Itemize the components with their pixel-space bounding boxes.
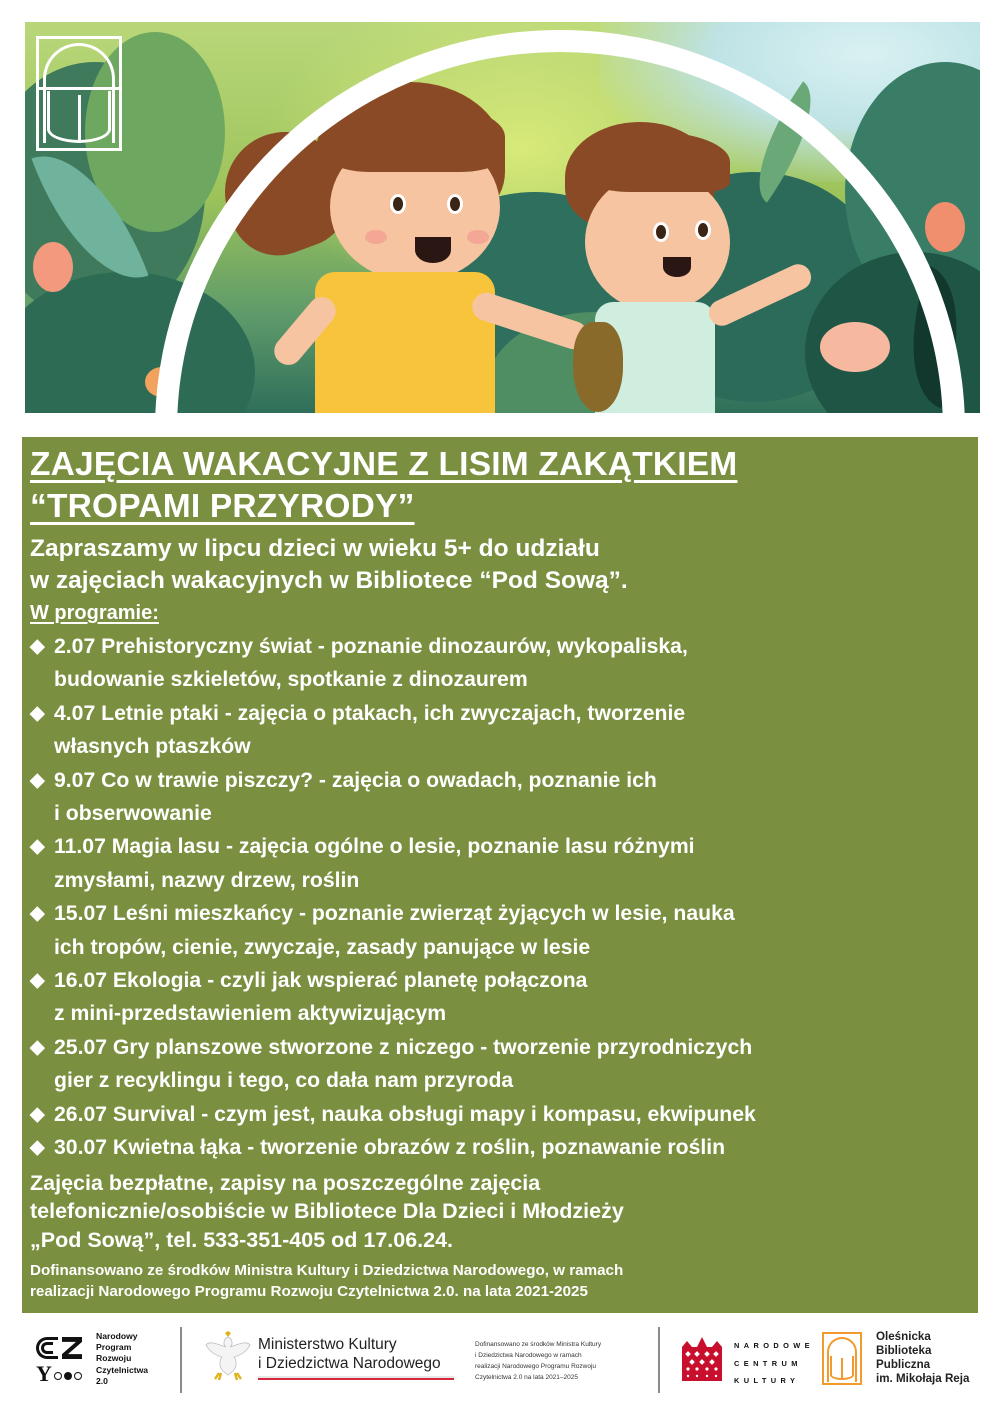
program-item-text: 25.07 Gry planszowe stworzone z niczego - tworzenie przyrodniczych	[54, 1035, 753, 1059]
mkidn-line: i Dziedzictwa Narodowego	[258, 1355, 441, 1372]
program-item-text: 4.07 Letnie ptaki - zajęcia o ptakach, ich zwyczajach, tworzenie	[54, 701, 686, 725]
hero-illustration	[25, 22, 980, 413]
program-item-text: z mini-przedstawieniem aktywizującym	[54, 1002, 447, 1026]
obp-line: im. Mikołaja Reja	[876, 1372, 970, 1385]
program-item-text: 26.07 Survival - czym jest, nauka obsługi mapy i kompasu, ekwipunek	[54, 1102, 756, 1126]
obp-line: Biblioteka	[876, 1344, 932, 1357]
nck-line: CENTRUM	[734, 1358, 802, 1368]
book-spine	[78, 95, 81, 143]
funding-note	[30, 1260, 970, 1302]
registration-line: telefonicznie/osobiście w Bibliotece Dla Dzieci i Młodzieży	[30, 1199, 624, 1223]
mkidn-logo	[205, 1331, 455, 1401]
diamond-bullet-icon: ◆	[30, 903, 45, 925]
program-item	[30, 1131, 970, 1164]
funding-small-line: Dofinansowano ze środków Ministra Kultury	[475, 1341, 602, 1348]
nprcz-line: Rozwoju	[96, 1353, 132, 1364]
program-item-text: 9.07 Co w trawie piszczy? - zajęcia o owadach, poznanie ich	[54, 768, 657, 792]
nck-name	[734, 1337, 814, 1390]
funding-small-line: i Dziedzictwa Narodowego w ramach	[475, 1352, 582, 1359]
program-item-text: gier z recyklingu i tego, co dała nam przyroda	[54, 1069, 514, 1093]
program-item	[30, 964, 970, 1031]
program-item-text: 2.07 Prehistoryczny świat - poznanie dinozaurów, wykopaliska,	[54, 635, 688, 658]
flower	[33, 242, 73, 292]
program-item-text: zmysłami, nazwy drzew, roślin	[54, 868, 360, 892]
intro-line-1: Zapraszamy w lipcu dzieci w wieku 5+ do udziału	[30, 535, 600, 562]
program-item	[30, 1031, 970, 1098]
funding-small-text	[475, 1339, 665, 1409]
program-item	[30, 764, 970, 831]
nprcz-logo	[36, 1333, 166, 1403]
program-list	[30, 630, 970, 1165]
nprcz-line: Narodowy	[96, 1331, 138, 1341]
program-item	[30, 630, 970, 697]
nprcz-line: Program	[96, 1342, 132, 1353]
library-logo	[36, 36, 122, 151]
program-item	[30, 830, 970, 897]
diamond-bullet-icon: ◆	[30, 636, 45, 657]
nck-logo	[682, 1337, 812, 1407]
registration-line: „Pod Sową”, tel. 533-351-405 od 17.06.24.	[30, 1227, 454, 1252]
program-item-text: 16.07 Ekologia - czyli jak wspierać planetę połączona	[54, 969, 588, 993]
funding-line: realizacji Narodowego Programu Rozwoju Czytelnictwa 2.0. na lata 2021-2025	[30, 1283, 588, 1300]
diamond-bullet-icon: ◆	[30, 836, 45, 858]
program-item	[30, 697, 970, 764]
registration-line: Zajęcia bezpłatne, zapisy na poszczególne zajęcia	[30, 1170, 541, 1195]
funding-small-line: Czytelnictwa 2.0 na lata 2021–2025	[475, 1374, 578, 1381]
sponsor-logos	[0, 1325, 1000, 1400]
nprcz-name	[96, 1331, 148, 1387]
funding-line: Dofinansowano ze środków Ministra Kultury i Dziedzictwa Narodowego, w ramach	[30, 1262, 624, 1279]
diamond-bullet-icon: ◆	[30, 970, 45, 992]
funding-small-line: realizacji Narodowego Programu Rozwoju	[475, 1363, 597, 1370]
obp-line: Oleśnicka	[876, 1330, 931, 1343]
program-label: W programie:	[30, 602, 159, 624]
divider	[658, 1327, 660, 1393]
info-panel	[22, 437, 978, 1313]
divider	[180, 1327, 182, 1393]
program-item-text: 15.07 Leśni mieszkańcy - poznanie zwierząt żyjących w lesie, nauka	[54, 902, 735, 926]
logo-line	[39, 87, 119, 90]
nprcz-line: Czytelnictwa	[96, 1364, 149, 1375]
flower	[925, 202, 965, 252]
library-book-icon	[822, 1332, 862, 1385]
polish-eagle-icon	[205, 1331, 251, 1381]
program-item-text: własnych ptaszków	[54, 735, 251, 759]
flag-stripe	[258, 1376, 454, 1380]
program-item-text: budowanie szkieletów, spotkanie z dinozaurem	[54, 668, 528, 692]
diamond-bullet-icon: ◆	[30, 1036, 45, 1058]
diamond-bullet-icon: ◆	[30, 1103, 45, 1125]
program-item-text: i obserwowanie	[54, 802, 212, 826]
czytelnictwo-mark-icon: Y	[36, 1337, 86, 1385]
poster-subtitle: “TROPAMI PRZYRODY”	[30, 488, 415, 525]
diamond-bullet-icon: ◆	[30, 702, 45, 724]
registration-info	[30, 1169, 970, 1255]
nck-line: NARODOWE	[734, 1341, 814, 1350]
mkidn-name	[258, 1335, 441, 1373]
obp-name	[876, 1330, 969, 1386]
program-item-text: 30.07 Kwietna łąka - tworzenie obrazów z roślin, poznawanie roślin	[54, 1136, 726, 1160]
nprcz-line: 2.0	[96, 1375, 108, 1386]
obp-logo	[822, 1332, 992, 1402]
program-item	[30, 897, 970, 964]
nck-crown-icon	[682, 1337, 722, 1381]
mkidn-line: Ministerstwo Kultury	[258, 1336, 397, 1353]
program-item-text: ich tropów, cienie, zwyczaje, zasady panujące w lesie	[54, 935, 591, 959]
intro-line-2: w zajęciach wakacyjnych w Bibliotece “Pod Sową”.	[30, 567, 628, 594]
poster-title: ZAJĘCIA WAKACYJNE Z LISIM ZAKĄTKIEM	[30, 446, 738, 483]
program-item-text: 11.07 Magia lasu - zajęcia ogólne o lesie, poznanie lasu różnymi	[54, 835, 695, 859]
diamond-bullet-icon: ◆	[30, 769, 45, 791]
program-item	[30, 1098, 970, 1131]
nck-line: KULTURY	[734, 1376, 800, 1385]
diamond-bullet-icon: ◆	[30, 1137, 45, 1159]
obp-line: Publiczna	[876, 1358, 931, 1371]
